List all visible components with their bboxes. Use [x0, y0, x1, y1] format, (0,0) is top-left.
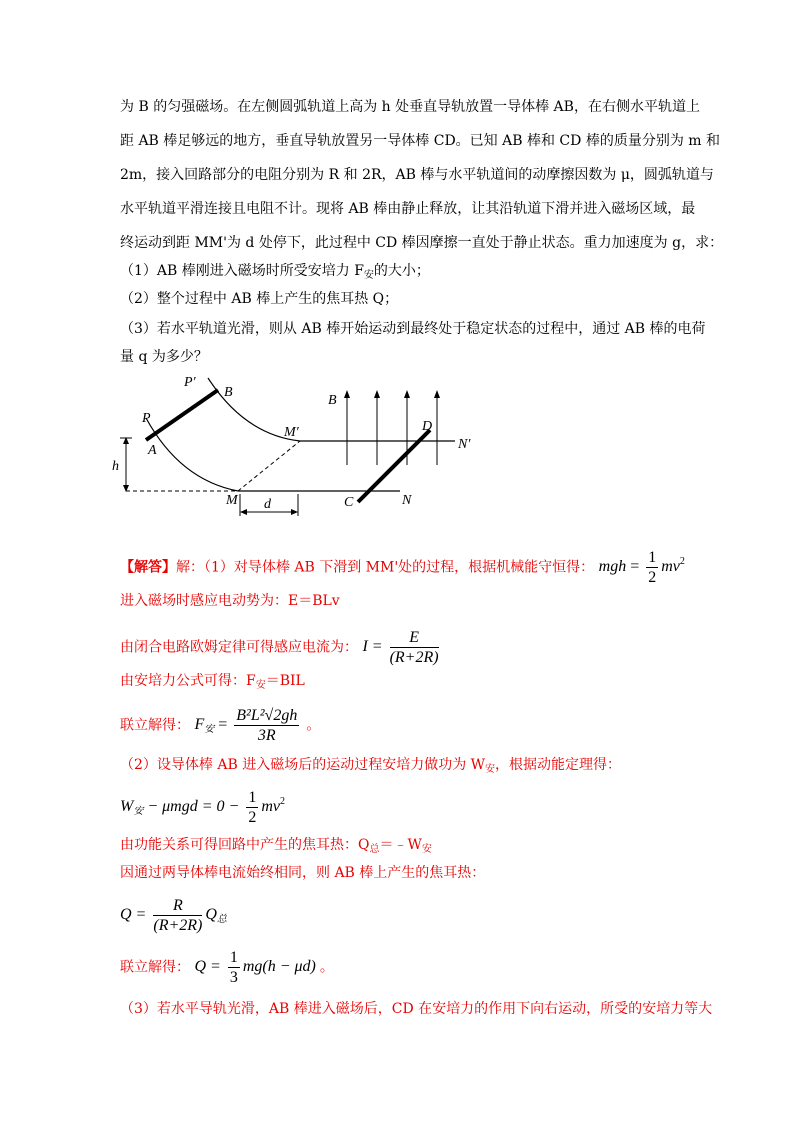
- eq-energy-frac: [646, 548, 658, 587]
- label-m: M: [226, 493, 238, 508]
- label-b-end: B: [224, 385, 233, 400]
- label-a: A: [148, 443, 157, 458]
- equation-heat-share: [120, 897, 227, 935]
- eq-force-num: B²L²√2gh: [234, 706, 299, 726]
- label-d: D: [422, 419, 433, 434]
- boundary-dashed: [238, 441, 300, 491]
- solution-3-intro: （3）若水平导轨光滑，AB 棒进入磁场后，CD 在安培力的作用下向右运动，所受的安培力等大: [120, 1001, 713, 1017]
- equation-work: [120, 789, 285, 827]
- solution-1-intro: [120, 548, 685, 587]
- solution-1-ohm: [120, 628, 442, 667]
- eq-heat-num: R: [153, 896, 202, 916]
- eq-work-mid: − μmgd = 0 −: [147, 798, 240, 816]
- label-b-field: B: [328, 393, 337, 408]
- eq-work-mv: mv: [261, 798, 280, 816]
- label-p-prime: P′: [184, 375, 196, 390]
- solution-2-intro-text: （2）设导体棒 AB 进入磁场后的运动过程安培力做功为 W: [120, 757, 486, 773]
- eq-energy-num: 1: [646, 548, 658, 568]
- solution-2-result-text: 联立解得：: [120, 959, 190, 976]
- eq-ohm-frac: [390, 628, 439, 667]
- equation-heat-result: [194, 949, 319, 987]
- question-1: [120, 260, 430, 281]
- d-arrow-head-right: [291, 509, 298, 515]
- solution-1-result: [120, 706, 320, 745]
- solution-1-force-text: 由安培力公式可得：F: [120, 673, 256, 689]
- question-2: （2）整个过程中 AB 棒上产生的焦耳热 Q；: [120, 291, 399, 307]
- question-3-line-1: （3）若水平轨道光滑，则从 AB 棒开始运动到最终处于稳定状态的过程中，通过 AB 棒的电荷: [120, 321, 706, 337]
- eq-energy-equals: =: [630, 558, 640, 576]
- eq-work-den: 2: [248, 809, 257, 827]
- solution-2-intro-sub: 安: [485, 764, 496, 775]
- eq-heat-sub: 总: [216, 914, 227, 926]
- solution-1-intro-text: 解：（1）对导体棒 AB 下滑到 MM'处的过程，根据机械能守恒得：: [176, 559, 595, 576]
- d-arrow-head-left: [240, 509, 247, 515]
- label-n-prime: N′: [458, 437, 471, 452]
- label-n: N: [402, 493, 412, 508]
- eq-work-lhs: W: [120, 798, 134, 816]
- eq-energy-mv: mv: [661, 558, 680, 576]
- problem-line-2: 距 AB 棒足够远的地方，垂直导轨放置另一导体棒 CD。已知 AB 棒和 CD 棒的质量分别为 m 和: [120, 133, 720, 149]
- solution-2-equation: [120, 788, 285, 827]
- solution-1-force-end: ＝BIL: [265, 673, 305, 689]
- solution-1-result-end: 。: [306, 717, 321, 734]
- question-3-line-2: 量 q 为多少？: [120, 349, 208, 365]
- solution-2-current: 因通过两导体棒电流始终相同，则 AB 棒上产生的焦耳热：: [120, 865, 486, 881]
- problem-line-3: 2m，接入回路部分的电阻分别为 R 和 2R，AB 棒与水平轨道间的动摩擦因数为 μ，圆弧轨道与: [120, 167, 714, 183]
- problem-line-4: 水平轨道平滑连接且电阻不计。现将 AB 棒由静止释放，让其沿轨道下滑并进入磁场区域，最: [120, 201, 696, 217]
- label-p: P: [142, 411, 151, 426]
- eq-energy-h: h: [618, 558, 627, 576]
- eq-force-frac: [234, 706, 299, 745]
- problem-line-5: 终运动到距 MM'为 d 处停下，此过程中 CD 棒因摩擦一直处于静止状态。重力加速度为 g，求：: [120, 235, 724, 251]
- solution-2-energy-sub2: 安: [421, 844, 432, 855]
- solution-2-energy-sub: 总: [369, 844, 380, 855]
- label-c: C: [344, 495, 354, 510]
- solution-2-energy-text: 由功能关系可得回路中产生的焦耳热：Q: [120, 837, 370, 853]
- eq-heat-result-num: 1: [228, 948, 240, 968]
- eq-force-den: 3R: [257, 727, 276, 745]
- solution-2-result: [120, 948, 334, 987]
- eq-ohm-lhs: I =: [362, 638, 383, 656]
- eq-energy-den: 2: [648, 569, 657, 587]
- eq-heat-result-lhs: Q =: [194, 958, 221, 976]
- eq-heat-result-den: 3: [229, 969, 238, 987]
- eq-heat-den: (R+2R): [153, 917, 203, 935]
- eq-heat-result-frac: [228, 948, 240, 987]
- rod-ab: [146, 390, 218, 440]
- eq-ohm-num: E: [390, 628, 439, 648]
- eq-energy-mg: mg: [598, 558, 619, 576]
- eq-ohm-den: (R+2R): [389, 649, 439, 667]
- rail-figure: [100, 370, 520, 520]
- eq-work-num: 1: [246, 788, 258, 808]
- eq-energy-sup: 2: [679, 556, 685, 568]
- solution-2-intro: [120, 754, 621, 775]
- solution-2-energy-mid: ＝﹣W: [379, 837, 422, 853]
- solution-1-ohm-text: 由闭合电路欧姆定律可得感应电流为：: [120, 639, 358, 656]
- solution-2-heat-equation: [120, 896, 227, 935]
- solution-tag: 【解答】: [120, 559, 176, 576]
- eq-work-frac: [246, 788, 258, 827]
- eq-force-equals: =: [218, 716, 228, 734]
- solution-2-intro-end: ，根据动能定理得：: [495, 757, 622, 773]
- equation-ohm: [362, 629, 441, 667]
- eq-work-sub: 安: [133, 806, 144, 818]
- eq-heat-result-rhs: mg(h − μd): [242, 958, 316, 976]
- eq-heat-q: Q: [205, 906, 217, 924]
- solution-1-force: [120, 670, 305, 691]
- eq-force-sub: 安: [204, 724, 215, 736]
- equation-energy: [598, 549, 685, 587]
- label-m-prime: M′: [284, 425, 299, 440]
- eq-work-sup: 2: [279, 796, 285, 808]
- question-1-text: （1）AB 棒刚进入磁场时所受安培力 F: [120, 263, 364, 279]
- label-d-dim: d: [264, 497, 271, 512]
- question-1-end: 的大小；: [373, 263, 430, 279]
- question-1-sub: 安: [363, 270, 374, 281]
- label-h: h: [112, 459, 119, 474]
- eq-heat-lhs: Q =: [120, 906, 147, 924]
- problem-line-1: 为 B 的匀强磁场。在左侧圆弧轨道上高为 h 处垂直导轨放置一导体棒 AB，在右侧水平轨道上: [120, 99, 700, 115]
- solution-1-force-sub: 安: [255, 680, 266, 691]
- solution-2-result-end: 。: [319, 959, 334, 976]
- equation-force-result: [194, 707, 306, 745]
- solution-1-emf: 进入磁场时感应电动势为：E＝BLv: [120, 593, 340, 609]
- solution-1-result-text: 联立解得：: [120, 717, 190, 734]
- eq-heat-frac: [153, 896, 202, 935]
- solution-2-energy: [120, 834, 432, 855]
- eq-force-lhs: F: [194, 716, 205, 734]
